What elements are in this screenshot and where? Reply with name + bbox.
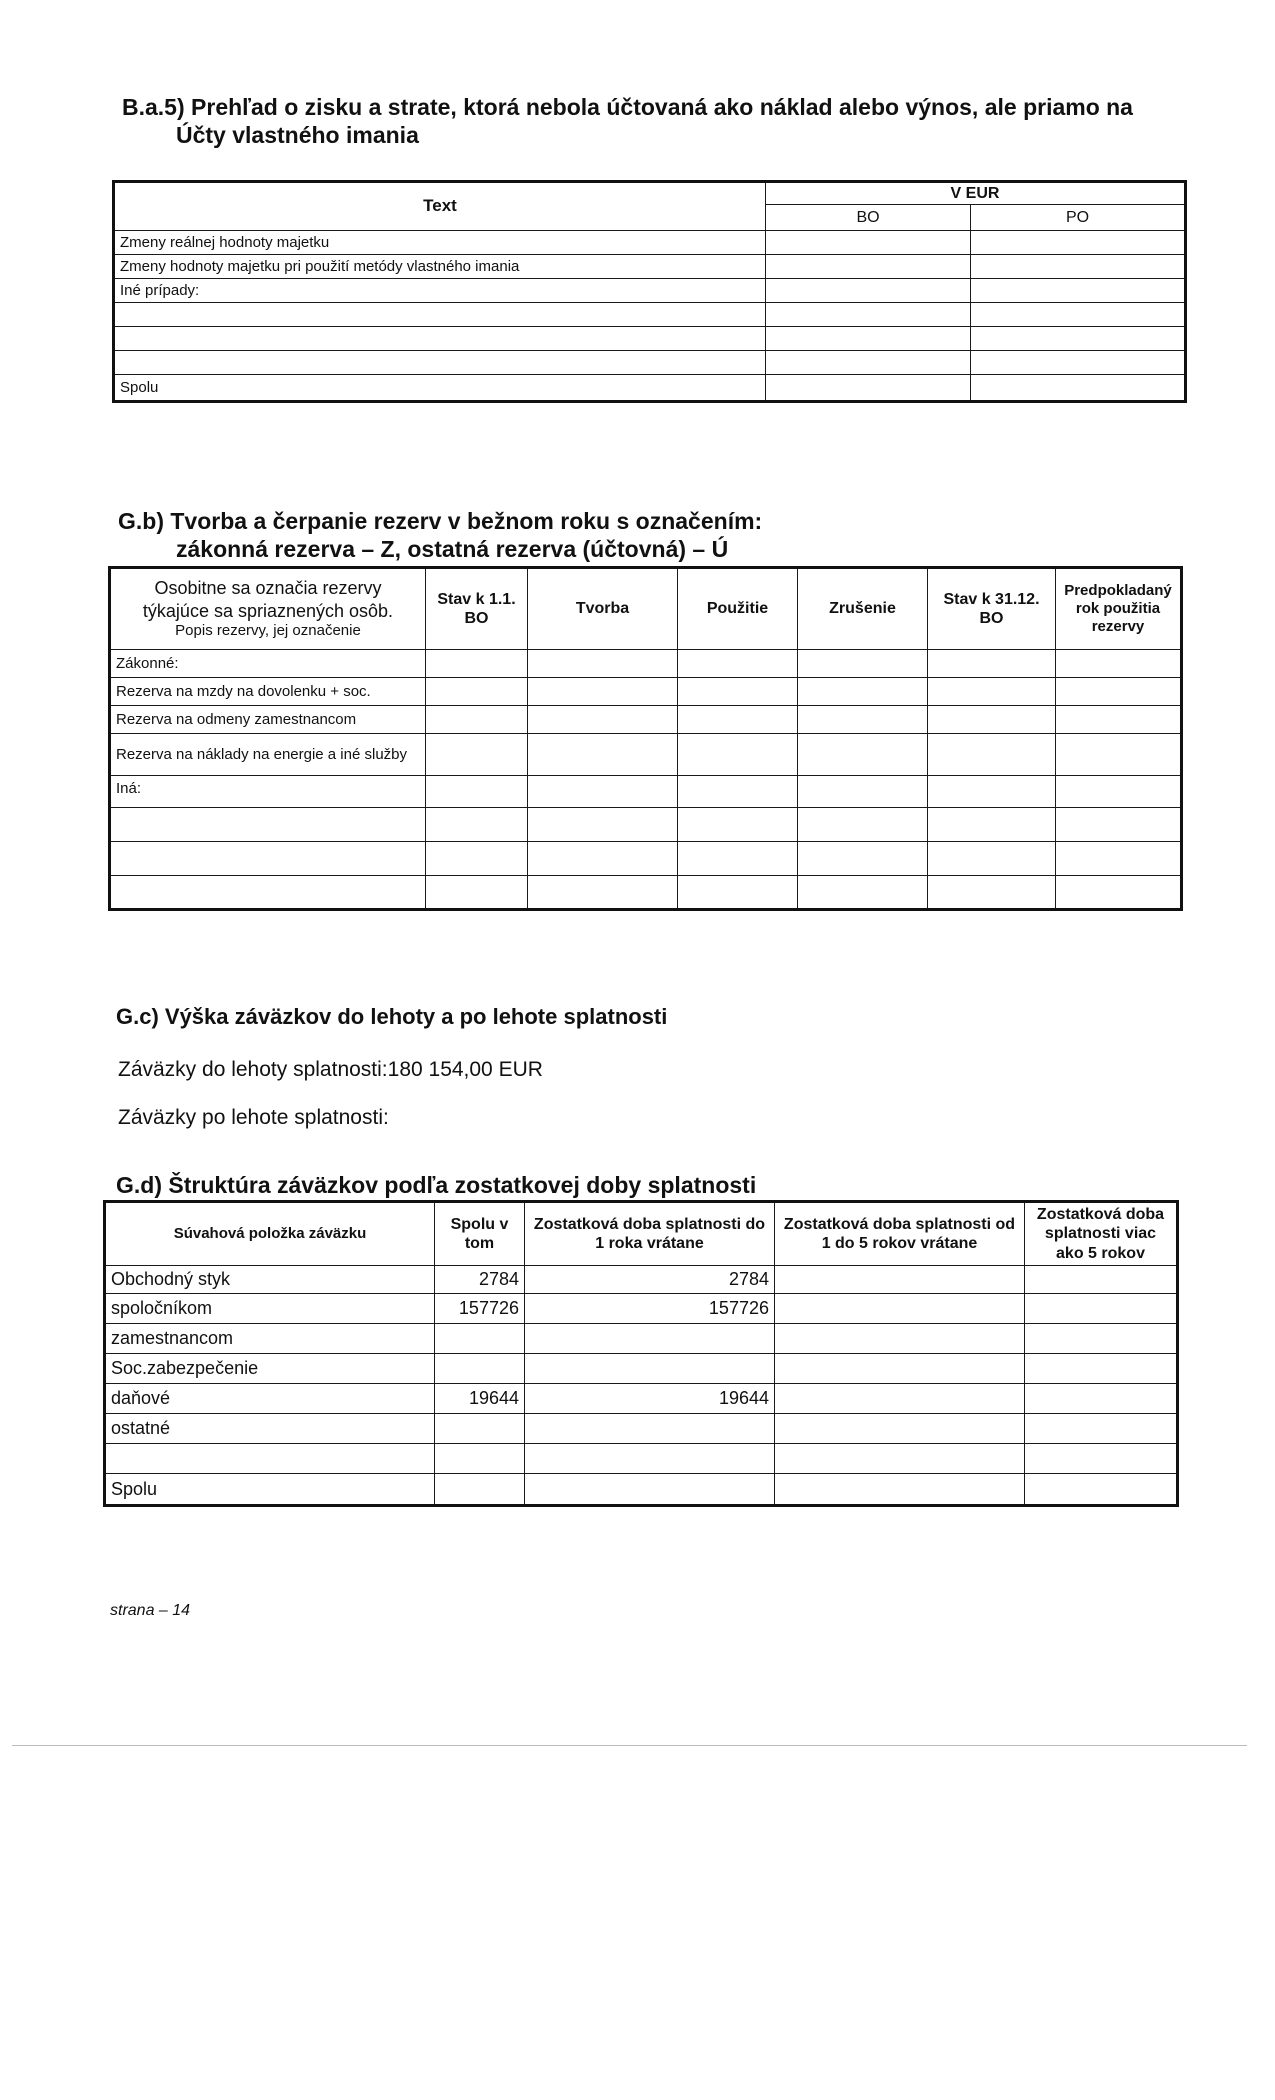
cell-to5 xyxy=(775,1266,1025,1294)
row-label: spoločníkom xyxy=(105,1294,435,1324)
row-label xyxy=(114,351,766,375)
stav-end-label: Stav k 31.12. xyxy=(943,590,1040,608)
cell-po xyxy=(971,279,1186,303)
liabilities-within-due: Záväzky do lehoty splatnosti:180 154,00 EUR xyxy=(118,1058,543,1081)
row-label: daňové xyxy=(105,1384,435,1414)
cell-total xyxy=(435,1324,525,1354)
row-label: Obchodný styk xyxy=(105,1266,435,1294)
cell-po xyxy=(971,351,1186,375)
cell-to1 xyxy=(525,1444,775,1474)
row-label: Zákonné: xyxy=(110,650,426,678)
cell-over5 xyxy=(1025,1294,1178,1324)
col-header-over5: Zostatková doba splatnosti viac ako 5 rokov xyxy=(1025,1202,1178,1266)
col-header-to5: Zostatková doba splatnosti od 1 do 5 rokov vrátane xyxy=(775,1202,1025,1266)
cell-po xyxy=(971,327,1186,351)
cell-bo xyxy=(766,279,971,303)
row-label: Iná: xyxy=(110,776,426,808)
desc-line2: týkajúce sa spriaznených osôb. xyxy=(142,600,394,621)
cell-to5 xyxy=(775,1384,1025,1414)
col-header-item: Súvahová položka záväzku xyxy=(105,1202,435,1266)
cell-total: 2784 xyxy=(435,1266,525,1294)
cell-to1: 157726 xyxy=(525,1294,775,1324)
row-label xyxy=(110,808,426,842)
col-header-zrusenie: Zrušenie xyxy=(798,568,928,650)
cell-total xyxy=(435,1444,525,1474)
cell-to1 xyxy=(525,1354,775,1384)
cell-total xyxy=(435,1474,525,1506)
col-header-predpoklad: Predpokladaný rok použitia rezervy xyxy=(1056,568,1182,650)
cell-to1 xyxy=(525,1474,775,1506)
col-header-description xyxy=(110,568,426,650)
section-gd-title: G.d) Štruktúra záväzkov podľa zostatkovej doby splatnosti xyxy=(116,1172,757,1198)
cell-bo xyxy=(766,231,971,255)
row-label: Rezerva na odmeny zamestnancom xyxy=(110,706,426,734)
cell-over5 xyxy=(1025,1266,1178,1294)
row-label xyxy=(114,303,766,327)
cell-po xyxy=(971,231,1186,255)
stav-start-label: Stav k 1.1. xyxy=(437,590,516,608)
cell-over5 xyxy=(1025,1384,1178,1414)
row-label-total: Spolu xyxy=(105,1474,435,1506)
cell-total xyxy=(435,1414,525,1444)
row-label xyxy=(105,1444,435,1474)
stav-start-bo: BO xyxy=(464,610,489,627)
col-header-po: PO xyxy=(971,205,1186,231)
row-label: ostatné xyxy=(105,1414,435,1444)
cell-over5 xyxy=(1025,1354,1178,1384)
row-label: Soc.zabezpečenie xyxy=(105,1354,435,1384)
page-number: strana – 14 xyxy=(110,1602,191,1619)
section-gb-title-line2: zákonná rezerva – Z, ostatná rezerva (účtovná) – Ú xyxy=(176,536,729,562)
section-a-title-line1: B.a.5) Prehľad o zisku a strate, ktorá nebola účtovaná ako náklad alebo výnos, ale priamo na xyxy=(122,94,1133,120)
row-label-total: Spolu xyxy=(114,375,766,402)
cell-to5 xyxy=(775,1354,1025,1384)
liabilities-structure-table xyxy=(103,1200,1179,1507)
page-bottom-rule xyxy=(12,1745,1247,1746)
section-gb-title-line1: G.b) Tvorba a čerpanie rezerv v bežnom roku s označením: xyxy=(118,508,763,534)
row-label: Rezerva na náklady na energie a iné služby xyxy=(110,734,426,776)
cell-po xyxy=(971,375,1186,402)
cell-over5 xyxy=(1025,1324,1178,1354)
cell-to1 xyxy=(525,1324,775,1354)
liabilities-overdue: Záväzky po lehote splatnosti: xyxy=(118,1106,389,1129)
cell-po xyxy=(971,303,1186,327)
desc-line1: Osobitne sa označia rezervy xyxy=(154,578,382,599)
cell-total: 157726 xyxy=(435,1294,525,1324)
cell-bo xyxy=(766,327,971,351)
row-label: Zmeny hodnoty majetku pri použití metódy vlastného imania xyxy=(114,255,766,279)
cell-to5 xyxy=(775,1474,1025,1506)
row-label: Zmeny reálnej hodnoty majetku xyxy=(114,231,766,255)
cell-over5 xyxy=(1025,1474,1178,1506)
cell-to1: 2784 xyxy=(525,1266,775,1294)
col-header-to1: Zostatková doba splatnosti do 1 roka vrátane xyxy=(525,1202,775,1266)
cell-total xyxy=(435,1354,525,1384)
stav-end-bo: BO xyxy=(979,610,1004,627)
row-label: Iné prípady: xyxy=(114,279,766,303)
cell-bo xyxy=(766,351,971,375)
row-label xyxy=(114,327,766,351)
cell-to1 xyxy=(525,1414,775,1444)
cell-po xyxy=(971,255,1186,279)
section-a-title-line2: Účty vlastného imania xyxy=(176,122,419,148)
cell-to5 xyxy=(775,1294,1025,1324)
desc-line3: Popis rezervy, jej označenie xyxy=(175,622,361,640)
col-header-total: Spolu v tom xyxy=(435,1202,525,1266)
reserves-table xyxy=(108,566,1183,911)
cell-over5 xyxy=(1025,1444,1178,1474)
cell-bo xyxy=(766,375,971,402)
cell-total: 19644 xyxy=(435,1384,525,1414)
row-label: Rezerva na mzdy na dovolenku + soc. xyxy=(110,678,426,706)
row-label: zamestnancom xyxy=(105,1324,435,1354)
cell-to1: 19644 xyxy=(525,1384,775,1414)
section-gc-title: G.c) Výška záväzkov do lehoty a po lehote splatnosti xyxy=(116,1004,668,1029)
col-header-pouzitie: Použitie xyxy=(678,568,798,650)
cell-bo xyxy=(766,303,971,327)
profit-loss-table xyxy=(112,180,1187,403)
col-header-tvorba: Tvorba xyxy=(528,568,678,650)
col-header-currency: V EUR xyxy=(766,182,1186,205)
col-header-stav-end xyxy=(928,568,1056,650)
col-header-stav-start xyxy=(426,568,528,650)
cell-over5 xyxy=(1025,1414,1178,1444)
row-label xyxy=(110,876,426,910)
cell-bo xyxy=(766,255,971,279)
col-header-bo: BO xyxy=(766,205,971,231)
cell-to5 xyxy=(775,1324,1025,1354)
cell-to5 xyxy=(775,1444,1025,1474)
cell-to5 xyxy=(775,1414,1025,1444)
row-label xyxy=(110,842,426,876)
col-header-text: Text xyxy=(114,182,766,231)
